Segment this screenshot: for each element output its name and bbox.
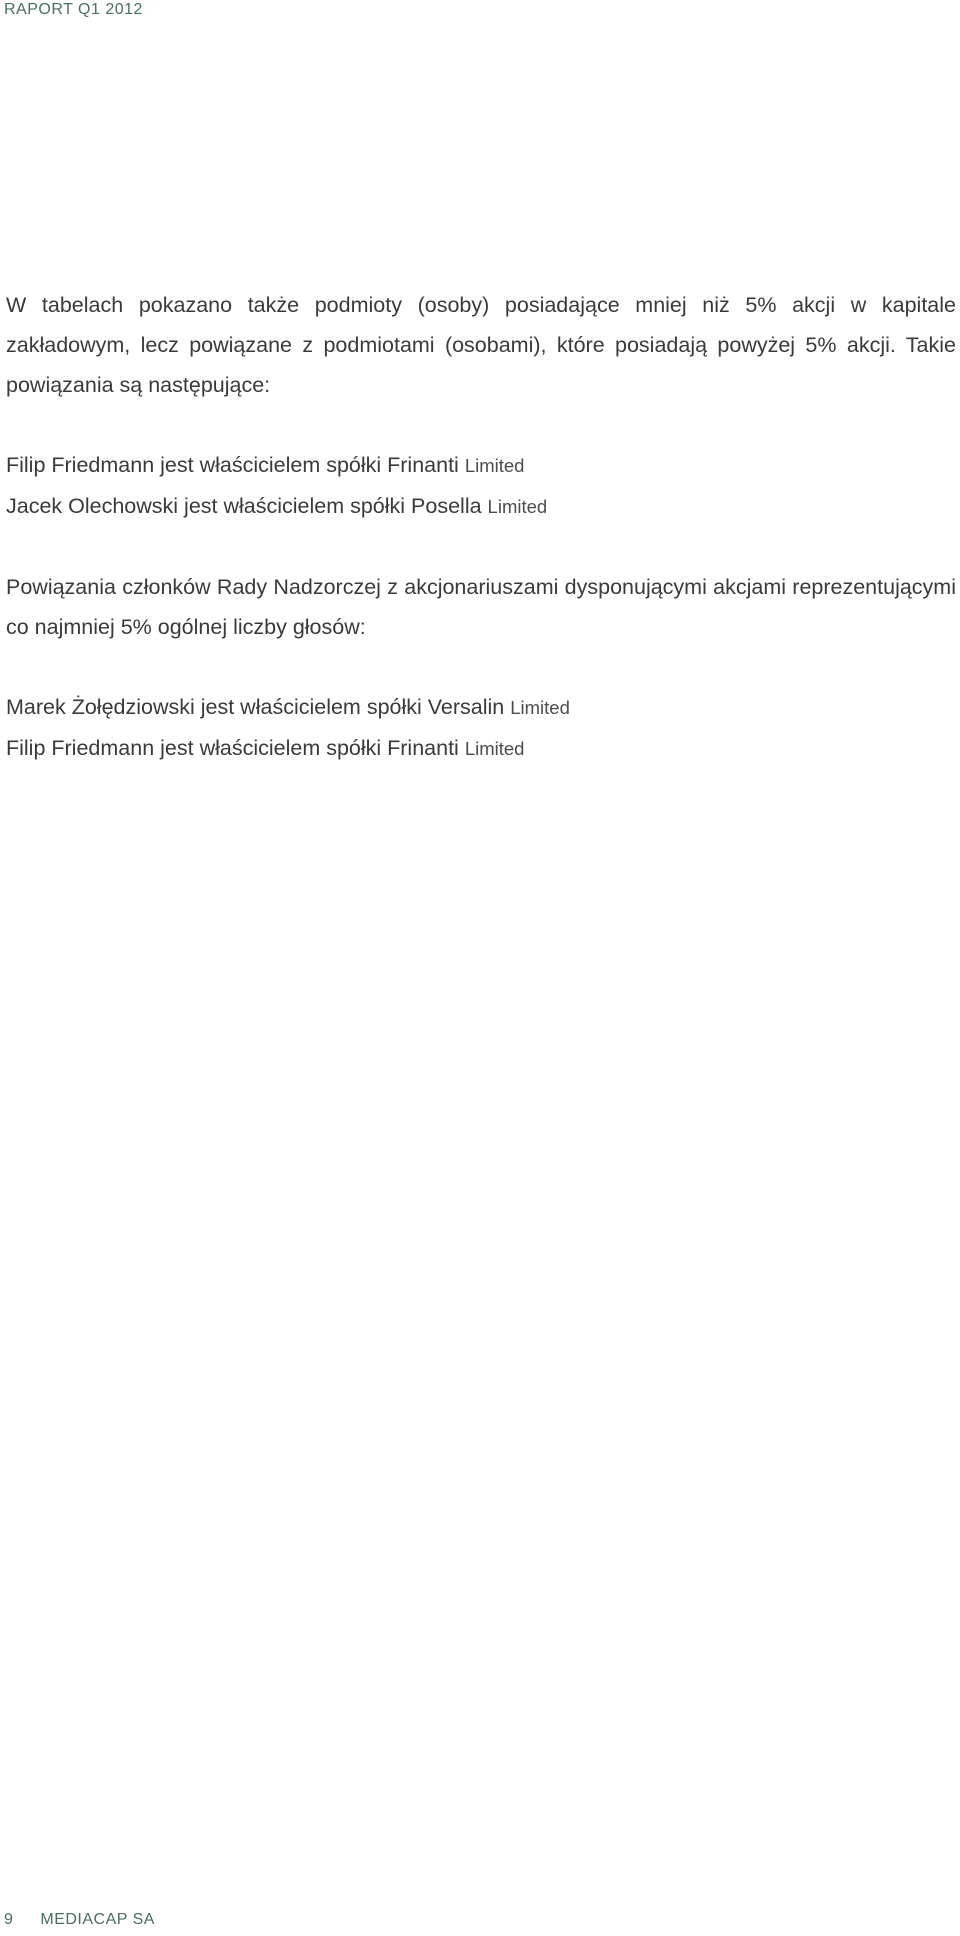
- list-item-text: Jacek Olechowski jest właścicielem spółki Posella: [6, 494, 482, 518]
- list-item: [6, 445, 956, 486]
- list-item-suffix: Limited: [510, 697, 570, 718]
- shareholder-links-list: [6, 445, 956, 527]
- list-item-text: Filip Friedmann jest właścicielem spółki Frinanti: [6, 453, 459, 477]
- board-heading-paragraph: Powiązania członków Rady Nadzorczej z akcjonariuszami dysponującymi akcjami reprezentującymi co najmniej 5% ogólnej liczby głosów:: [6, 575, 956, 639]
- page-number: 9: [4, 1911, 14, 1928]
- list-item-text: Filip Friedmann jest właścicielem spółki Frinanti: [6, 736, 459, 760]
- page-footer: [4, 1911, 155, 1929]
- list-item-text: Marek Żołędziowski jest właścicielem spółki Versalin: [6, 695, 505, 719]
- running-header: RAPORT Q1 2012: [4, 1, 143, 18]
- footer-company-name: MEDIACAP SA: [40, 1911, 155, 1928]
- list-item-suffix: Limited: [487, 496, 548, 517]
- list-item: [6, 687, 956, 728]
- list-item-suffix: Limited: [464, 455, 525, 476]
- document-body: [6, 285, 956, 809]
- list-item: [6, 728, 956, 769]
- intro-paragraph: W tabelach pokazano także podmioty (osoby) posiadające mniej niż 5% akcji w kapitale zakładowym, lecz powiązane z podmiotami (osobami), które posiadają powyżej 5% akcji. Takie powiązania są następujące:: [6, 293, 956, 397]
- list-item: [6, 486, 956, 527]
- board-links-list: [6, 687, 956, 769]
- list-item-suffix: Limited: [464, 738, 525, 759]
